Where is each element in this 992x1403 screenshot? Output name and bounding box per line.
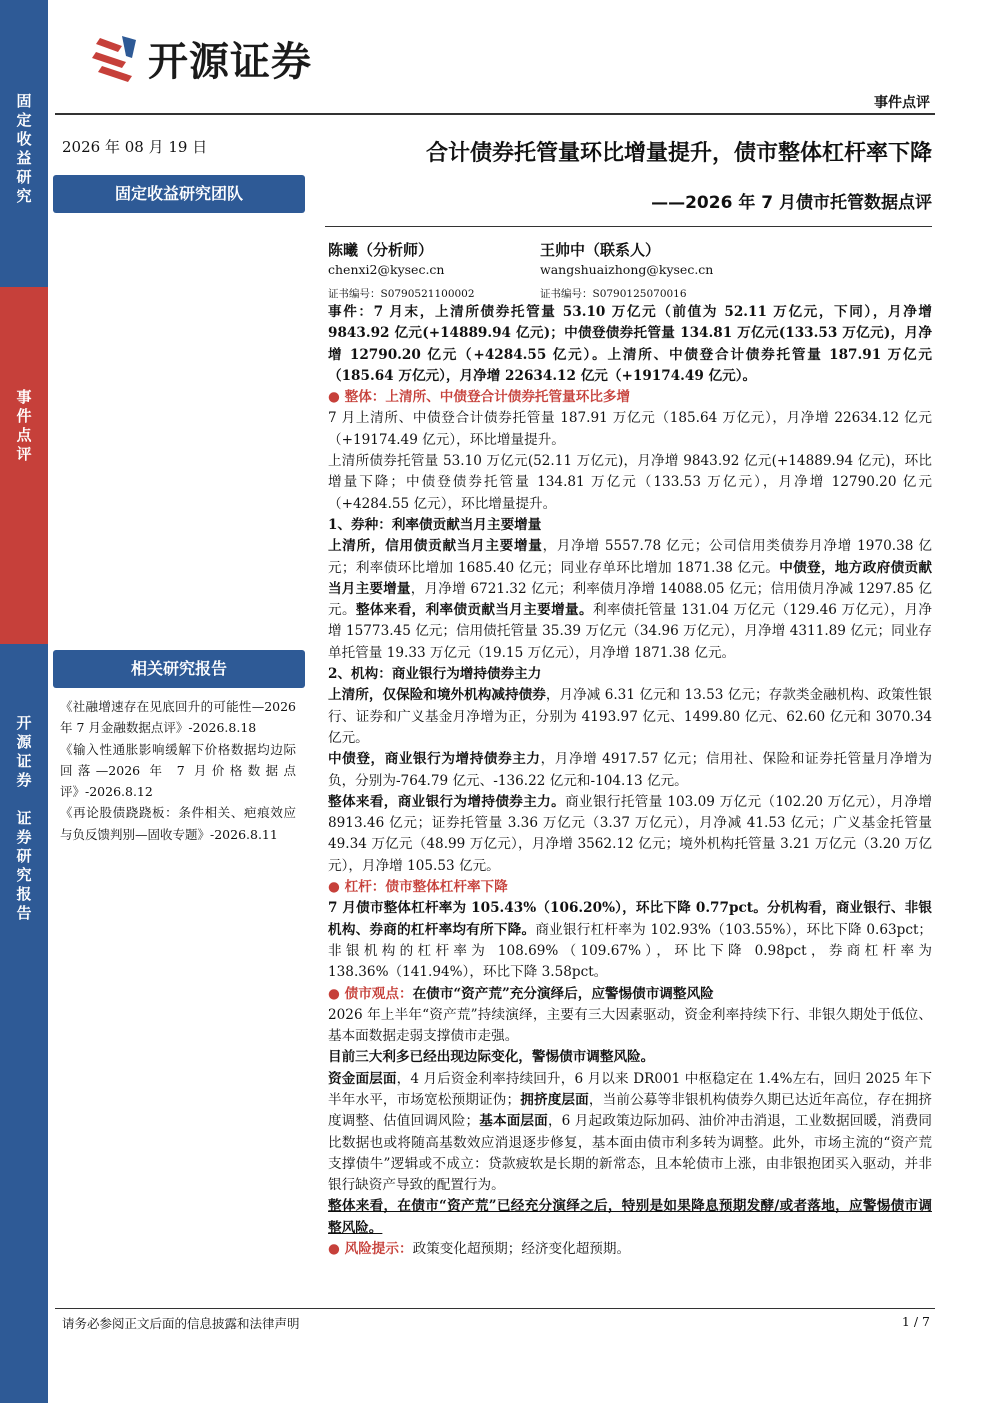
- sidebar-char: 告: [16, 904, 32, 922]
- text: ，4 月后资金利率持续回升，6 月以来 DR001 中枢稳定在 1.4%左右，回归 2025 年下半年水平，市场宽松预期证伪；: [328, 1070, 932, 1108]
- research-team-label: 固定收益研究团队: [53, 175, 305, 213]
- paragraph: 目前三大利多已经出现边际变化，警惕债市调整风险。: [328, 1049, 655, 1066]
- emphasis: 基本面层面: [479, 1113, 548, 1130]
- risk-warning: [328, 1239, 932, 1260]
- paragraph: 上清所债券托管量 53.10 万亿元(52.11 万亿元)，月净增 9843.92 亿元(+14889.94 亿元)，环比增量下降；中债登债券托管量 134.81 万亿元（133.53 万亿元），月净增 12790.20 亿元（+4284.55 亿元），环比增量提升。: [328, 453, 932, 512]
- author-email[interactable]: chenxi2@kysec.cn: [328, 262, 445, 277]
- related-reports-title: 相关研究报告: [53, 650, 305, 688]
- sidebar-char: 开: [16, 714, 32, 732]
- bullet-title: 整体：上清所、中债登合计债券托管量环比多增: [344, 389, 631, 406]
- sidebar-label-middle: [0, 388, 48, 464]
- kaiyuan-logo-icon: [92, 32, 138, 84]
- text: ，月净增 4917.57 亿元；信用社、保险和证券托管量月净增为负，分别为-764.79 亿元、-136.22 亿元和-104.13 亿元。: [328, 751, 932, 789]
- author-email[interactable]: wangshuaizhong@kysec.cn: [540, 262, 714, 277]
- sidebar-char: 券: [16, 771, 32, 789]
- red-dot-icon: ●: [328, 985, 340, 1002]
- text: ，月净增 6721.32 亿元；利率债月净增 14088.05 亿元；信用债月净减 1297.85 亿元。: [328, 580, 933, 619]
- text: 商业银行杠杆率为 102.93%（103.55%），环比下降 0.63pct；非银机构的杠杆率为 108.69%（109.67%），环比下降 0.98pct，券商杠杆率为 138.36%（141.94%），环比下降 3.58pct。: [328, 921, 932, 981]
- paragraph: [328, 685, 932, 749]
- paragraph: [328, 536, 932, 664]
- section-title: 2、机构：商业银行为增持债券主力: [328, 666, 542, 683]
- sidebar-char: [0, 790, 48, 809]
- sidebar-char: 件: [16, 407, 32, 425]
- sidebar: [0, 0, 48, 1403]
- sidebar-char: 定: [16, 111, 32, 129]
- sidebar-char: 固: [16, 92, 32, 110]
- sidebar-section-highlight: [0, 287, 48, 644]
- paragraph: [328, 1069, 932, 1197]
- sidebar-char: 源: [16, 733, 32, 751]
- related-report-link[interactable]: 《输入性通胀影响缓解下价格数据均边际回落—2026 年 7 月价格数据点评》-2026.8.12: [60, 741, 296, 800]
- paragraph: 2026 年上半年“资产荒”持续演绎，主要有三大因素驱动，资金利率持续下行、非银久期处于低位、基本面数据走弱支撑债市走强。: [328, 1006, 932, 1045]
- bullet-title: 杠杆：债市整体杠杆率下降: [344, 879, 508, 896]
- sidebar-char: 收: [16, 130, 32, 148]
- author-cert: 证书编号：S0790125070016: [540, 288, 687, 300]
- emphasis: 资金面层面: [328, 1070, 397, 1087]
- paragraph: 7 月上清所、中债登合计债券托管量 187.91 万亿元（185.64 万亿元），月净增 22634.12 亿元（+19174.49 亿元），环比增量提升。: [328, 410, 932, 448]
- red-dot-icon: ●: [328, 1241, 340, 1258]
- emphasis: 中债登，商业银行为增持债券主力: [328, 751, 541, 768]
- page-number: 1 / 7: [901, 1314, 930, 1329]
- emphasis: 拥挤度层面: [520, 1091, 589, 1108]
- related-report-link[interactable]: 《社融增速存在见底回升的可能性—2026 年 7 月金融数据点评》-2026.8.18: [60, 699, 296, 736]
- paragraph-conclusion: 整体来看，在债市“资产荒”已经充分演绎之后，特别是如果降息预期发酵/或者落地，应警惕债市调整风险。: [328, 1198, 932, 1236]
- sidebar-char: 评: [16, 445, 32, 463]
- sidebar-char: 证: [16, 752, 32, 770]
- title-divider: [325, 226, 932, 227]
- author-card: [540, 240, 713, 304]
- emphasis: 上清所，仅保险和境外机构减持债券: [328, 687, 546, 704]
- red-dot-icon: ●: [328, 879, 340, 896]
- bullet-title: 在债市“资产荒”充分演绎后，应警惕债市调整风险: [412, 985, 714, 1002]
- company-logo: [92, 28, 312, 88]
- bullet-overall: [328, 387, 932, 408]
- sidebar-char: 券: [16, 828, 32, 846]
- report-subtitle: ——2026 年 7 月债市托管数据点评: [651, 193, 932, 213]
- paragraph: [328, 749, 932, 792]
- red-dot-icon: ●: [328, 389, 340, 406]
- main-content: [328, 302, 932, 1260]
- text: 商业银行托管量 103.09 万亿元（102.20 万亿元），月净增 8913.46 亿元；证券托管量 3.36 万亿元（3.37 万亿元），月净减 41.53 亿元；广义基金托管量 49.34 万亿元（48.99 万亿元），月净增 3562.12 亿元；境外机构托管量 3.21 万亿元（3.20 万亿元），月净增 105.53 亿元。: [328, 793, 933, 874]
- text: ，当前公募等非银机构债券久期已达近年高位，存在拥挤度调整、估值回调风险；: [328, 1091, 933, 1130]
- sidebar-char: 益: [16, 149, 32, 167]
- bullet-view: [328, 984, 932, 1005]
- bullet-lead: 债市观点：: [344, 985, 413, 1002]
- header-divider: [55, 113, 935, 115]
- logo-text: 开源证券: [148, 38, 312, 85]
- risk-lead: 风险提示：: [344, 1241, 413, 1258]
- author-cert: 证书编号：S0790521100002: [328, 288, 475, 300]
- document-type: 事件点评: [874, 95, 930, 111]
- related-report-link[interactable]: 《再论股债跷跷板：条件相关、疤痕效应与负反馈判别—固收专题》-2026.8.11: [60, 805, 296, 842]
- section-title: 1、券种：利率债贡献当月主要增量: [328, 516, 542, 533]
- report-title: 合计债券托管量环比增量提升，债市整体杠杆率下降: [425, 141, 932, 166]
- footer-disclaimer: 请务必参阅正文后面的信息披露和法律声明: [62, 1316, 300, 1331]
- text: 利率债托管量 131.04 万亿元（129.46 万亿元），月净增 15773.45 亿元；信用债托管量 35.39 万亿元（34.96 万亿元），月净增 4311.89 亿元；同业存单托管量 19.33 万亿元（19.15 万亿元），月净增 1871.38 亿元。: [328, 602, 933, 661]
- emphasis: 整体来看，商业银行为增持债券主力。: [328, 793, 566, 810]
- related-reports-list: [60, 696, 296, 845]
- text: ，6 月起政策边际加码、油价冲击消退，工业数据回暖，消费同比数据也或将随高基数效应消退逐步修复，基本面由债市利多转为调整。此外，市场主流的“资产荒支撑债牛”逻辑或不成立：贷款疲软是长期的新常态，且本轮债市上涨，由非银抱团买入驱动，并非银行缺资产导致的配置行为。: [328, 1113, 933, 1194]
- sidebar-char: 研: [16, 168, 32, 186]
- sidebar-label-bottom: [0, 714, 48, 923]
- emphasis: 中债登，地方政府债贡献当月主要增量: [328, 559, 933, 597]
- emphasis: 整体来看，利率债贡献当月主要增量。: [355, 602, 593, 619]
- sidebar-label-top: [0, 92, 48, 206]
- sidebar-char: 究: [16, 187, 32, 205]
- paragraph: [328, 792, 932, 877]
- author-card: [328, 240, 475, 304]
- text: ，月净增 5557.78 亿元；公司信用类债券月净增 1970.38 亿元；利率债环比增加 1685.40 亿元；同业存单环比增加 1871.38 亿元。: [328, 538, 932, 576]
- event-summary: 事件：7 月末，上清所债券托管量 53.10 万亿元（前值为 52.11 万亿元，下同），月净增 9843.92 亿元(+14889.94 亿元)；中债登债券托管量 134.81 万亿元(133.53 万亿元)，月净增 12790.20 亿元（+4284.55 亿元）。上清所、中债登合计债券托管量 187.91 万亿元（185.64 万亿元），月净增 22634.12 亿元（+19174.49 亿元）。: [328, 304, 932, 384]
- risk-text: 政策变化超预期；经济变化超预期。: [412, 1241, 631, 1258]
- sidebar-char: 报: [16, 885, 32, 903]
- sidebar-char: 研: [16, 847, 32, 865]
- emphasis: 上清所，信用债贡献当月主要增量: [328, 538, 543, 555]
- emphasis: 7 月债市整体杠杆率为 105.43%（106.20%），环比下降 0.77pct。分机构看，商业银行、非银机构、券商的杠杆率均有所下降。: [328, 900, 932, 938]
- author-name: 王帅中（联系人）: [540, 241, 661, 259]
- text: ，月净减 6.31 亿元和 13.53 亿元；存款类金融机构、政策性银行、证券和广义基金月净增为正，分别为 4193.97 亿元、1499.80 亿元、62.60 亿元和 3070.34 亿元。: [328, 687, 933, 746]
- sidebar-char: 点: [16, 426, 32, 444]
- author-name: 陈曦（分析师）: [328, 241, 434, 259]
- sidebar-char: 究: [16, 866, 32, 884]
- sidebar-char: 证: [16, 809, 32, 827]
- report-date: 2026 年 08 月 19 日: [62, 138, 208, 156]
- footer-divider: [55, 1308, 935, 1309]
- sidebar-char: 事: [16, 388, 32, 406]
- bullet-leverage: [328, 877, 932, 898]
- paragraph: [328, 898, 932, 983]
